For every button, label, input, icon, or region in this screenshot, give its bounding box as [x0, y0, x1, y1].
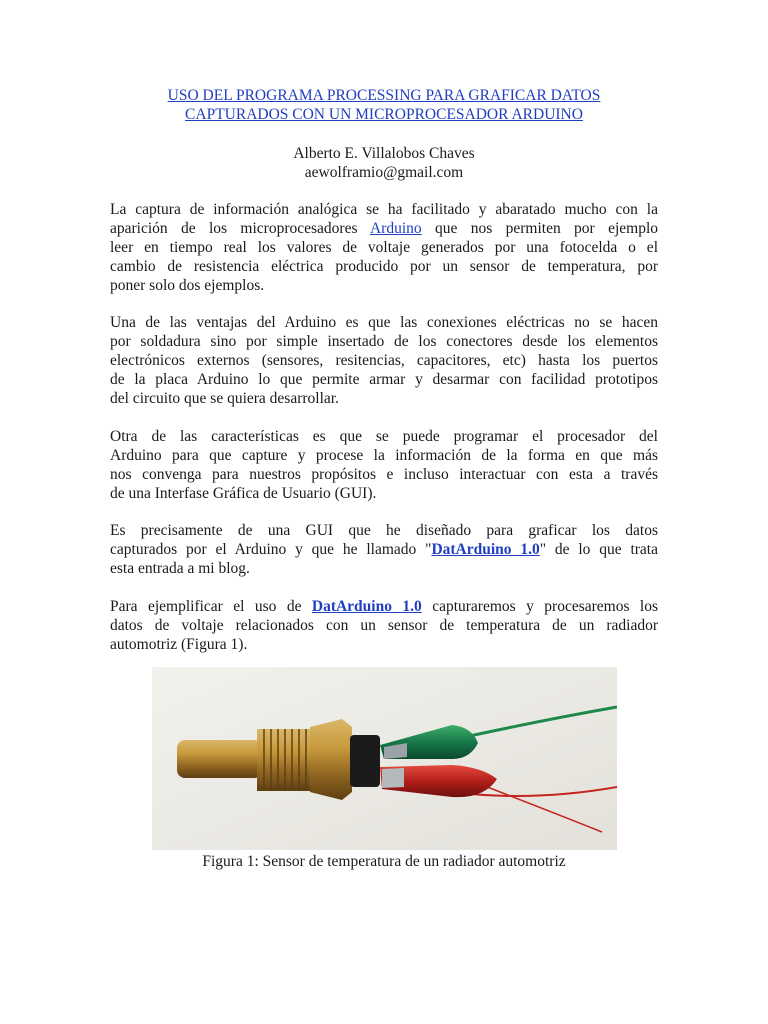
paragraph-line: nos convenga para nuestros propósitos e incluso interactuar con esta a través: [110, 466, 658, 483]
paragraph-line: [110, 597, 658, 616]
figure-1-photo: [152, 667, 617, 850]
connector-body: [350, 735, 380, 787]
figure-caption: Figura 1: Sensor de temperatura de un radiador automotriz: [202, 853, 566, 870]
title-line-1[interactable]: USO DEL PROGRAMA PROCESSING PARA GRAFICAR DATOS: [167, 87, 601, 104]
title-line-2[interactable]: CAPTURADOS CON UN MICROPROCESADOR ARDUINO: [185, 106, 583, 123]
paragraph-line: electrónicos externos (sensores, resitencias, capacitores, etc) hasta los puertos: [110, 352, 658, 369]
temperature-sensor-illustration: [152, 667, 617, 850]
paragraph-5: [110, 597, 658, 654]
paragraph-line: [110, 219, 658, 238]
document-title: [110, 86, 658, 124]
datarduino-link[interactable]: DatArduino 1.0: [311, 598, 422, 615]
author-email: aewolframio@gmail.com: [304, 164, 464, 181]
text-span: capturaremos y procesaremos los: [432, 598, 659, 615]
paragraph-line: La captura de información analógica se ha facilitado y abaratado mucho con la: [110, 201, 658, 218]
paragraph-line: Otra de las características es que se puede programar el procesador del: [110, 428, 658, 445]
author-block: [110, 144, 658, 182]
text-span: capturados por el Arduino y que he llamado ": [110, 541, 432, 558]
paragraph-line: poner solo dos ejemplos.: [110, 277, 265, 294]
arduino-link[interactable]: Arduino: [369, 220, 422, 237]
paragraph-line: leer en tiempo real los valores de voltaje generados por una fotocelda o el: [110, 239, 658, 256]
paragraph-line: del circuito que se quiera desarrollar.: [110, 390, 339, 407]
thread-lines: [264, 729, 306, 791]
paragraph-line: de una Interfase Gráfica de Usuario (GUI).: [110, 485, 377, 502]
author-name: Alberto E. Villalobos Chaves: [293, 145, 475, 162]
text-span: Para ejemplificar el uso de: [110, 598, 302, 615]
paragraph-line: Una de las ventajas del Arduino es que las conexiones eléctricas no se hacen: [110, 314, 658, 331]
paragraph-2: [110, 313, 658, 408]
paragraph-line: Es precisamente de una GUI que he diseñado para graficar los datos: [110, 522, 658, 539]
paragraph-line: [110, 540, 658, 559]
text-span: aparición de los microprocesadores: [110, 220, 358, 237]
paragraph-line: esta entrada a mi blog.: [110, 560, 250, 577]
red-clip-jaw: [382, 768, 404, 788]
paragraph-1: [110, 200, 658, 295]
datarduino-link[interactable]: DatArduino 1.0: [431, 541, 540, 558]
paragraph-line: por soldadura sino por simple insertado de los conectores desde los elementos: [110, 333, 658, 350]
paragraph-line: Arduino para que capture y procese la información de la forma en que más: [110, 447, 658, 464]
paragraph-line: cambio de resistencia eléctrica producido por un sensor de temperatura, por: [110, 258, 658, 275]
paragraph-line: datos de voltaje relacionados con un sensor de temperatura de un radiador: [110, 617, 658, 634]
paragraph-3: [110, 427, 658, 503]
paragraph-line: de la placa Arduino lo que permite armar y desarmar con facilidad prototipos: [110, 371, 658, 388]
paragraph-line: automotriz (Figura 1).: [110, 636, 248, 653]
text-span: que nos permiten por ejemplo: [435, 220, 658, 237]
brass-probe: [177, 740, 262, 778]
hex-nut: [310, 719, 352, 800]
paragraph-4: [110, 521, 658, 578]
text-span: " de lo que trata: [539, 541, 658, 558]
